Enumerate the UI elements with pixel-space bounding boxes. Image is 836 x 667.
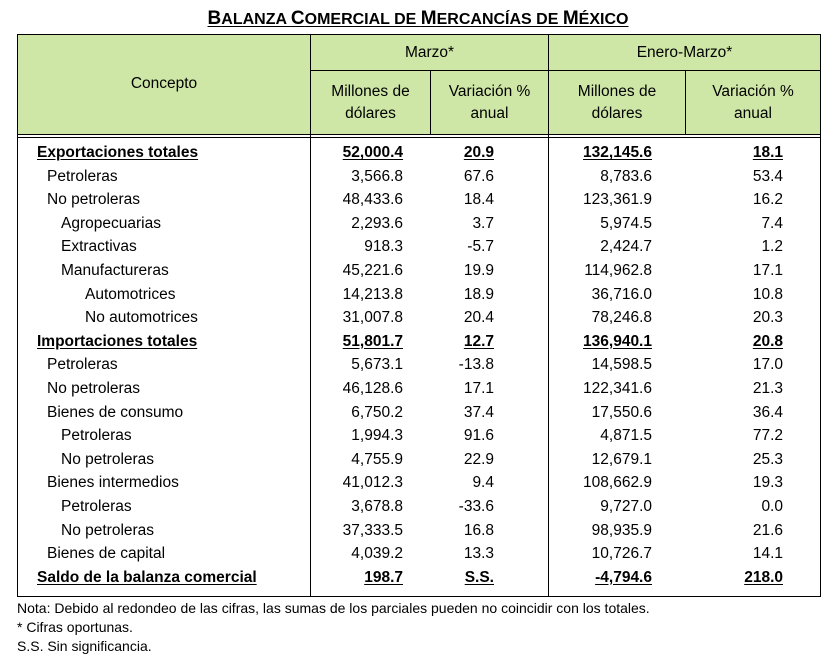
row-value-1: 51,801.7 xyxy=(342,332,403,350)
row-value-3: 9,727.0 xyxy=(600,498,652,515)
table-row xyxy=(17,188,821,212)
table-row xyxy=(17,212,821,236)
row-value-3: 14,598.5 xyxy=(591,356,652,374)
table-bottom-border xyxy=(17,596,821,597)
header-variacion-enero-marzo: Variación % anual xyxy=(685,70,821,135)
row-value-4: 16.2 xyxy=(752,191,783,209)
row-value-4: 7.4 xyxy=(761,214,783,232)
row-value-3: 136,940.1 xyxy=(583,332,652,350)
table-row xyxy=(17,259,821,283)
row-value-1: 45,221.6 xyxy=(342,262,403,279)
row-label: No petroleras xyxy=(61,450,155,468)
table-row xyxy=(17,471,821,495)
row-value-4: 36.4 xyxy=(752,403,783,421)
row-value-2: 3.7 xyxy=(472,214,494,232)
row-value-1: 37,333.5 xyxy=(342,521,403,539)
row-value-2: 18.9 xyxy=(463,285,494,303)
row-value-2: 20.9 xyxy=(463,144,494,161)
table-row xyxy=(17,519,821,543)
row-value-3: 5,974.5 xyxy=(600,214,652,232)
row-label: Automotrices xyxy=(85,285,176,303)
row-value-4: 20.8 xyxy=(752,332,783,350)
table-row xyxy=(17,401,821,425)
row-value-2: 13.3 xyxy=(463,545,494,563)
row-value-2: 20.4 xyxy=(463,309,494,327)
row-value-1: 3,678.8 xyxy=(351,498,403,515)
row-value-2: 17.1 xyxy=(463,380,494,397)
row-label: Agropecuarias xyxy=(61,214,161,232)
row-value-1: 3,566.8 xyxy=(351,167,403,185)
row-value-1: 1,994.3 xyxy=(351,427,403,445)
row-label: Manufactureras xyxy=(61,262,169,279)
header-enero-marzo: Enero-Marzo* xyxy=(548,34,821,71)
header-variacion-marzo: Variación % anual xyxy=(430,70,549,135)
row-value-4: 17.0 xyxy=(752,356,783,374)
table-row xyxy=(17,235,821,259)
row-value-3: 2,424.7 xyxy=(600,238,652,256)
row-value-2: 19.9 xyxy=(463,262,494,279)
row-value-3: 132,145.6 xyxy=(583,144,652,161)
row-value-1: 918.3 xyxy=(364,238,403,256)
header-concepto: Concepto xyxy=(17,34,311,135)
row-value-3: 36,716.0 xyxy=(591,285,652,303)
row-label: Petroleras xyxy=(61,427,132,445)
row-label: Importaciones totales xyxy=(37,332,198,350)
row-value-2: 16.8 xyxy=(463,521,494,539)
row-value-4: 21.6 xyxy=(752,521,783,539)
header-marzo: Marzo* xyxy=(310,34,549,71)
row-value-1: 4,755.9 xyxy=(351,450,403,468)
row-value-3: 122,341.6 xyxy=(583,380,652,397)
row-value-1: 48,433.6 xyxy=(342,191,403,209)
row-value-4: 53.4 xyxy=(752,167,783,185)
row-value-1: 6,750.2 xyxy=(351,403,403,421)
row-label: Petroleras xyxy=(47,167,118,185)
header-bottom-double-line xyxy=(17,137,821,138)
row-value-3: 114,962.8 xyxy=(584,262,652,279)
row-value-2: 67.6 xyxy=(463,167,494,185)
row-value-2: 18.4 xyxy=(463,191,494,209)
row-value-4: 21.3 xyxy=(752,380,783,397)
row-label: No petroleras xyxy=(61,521,155,539)
row-value-3: 98,935.9 xyxy=(591,521,652,539)
row-label: Extractivas xyxy=(61,238,137,256)
note-oportunas: * Cifras oportunas. xyxy=(17,619,133,635)
row-label: Bienes intermedios xyxy=(47,474,179,492)
table-row xyxy=(17,306,821,330)
row-value-4: 14.1 xyxy=(752,545,783,563)
row-value-3: 10,726.7 xyxy=(591,545,652,563)
row-value-1: 41,012.3 xyxy=(342,474,403,492)
row-value-1: 31,007.8 xyxy=(342,309,403,327)
row-value-1: 52,000.4 xyxy=(342,144,403,161)
table-row xyxy=(17,353,821,377)
row-label: Exportaciones totales xyxy=(37,144,199,161)
row-value-3: 78,246.8 xyxy=(591,309,652,327)
row-value-3: 108,662.9 xyxy=(583,474,652,492)
row-value-4: 17.1 xyxy=(752,262,783,279)
row-label: Petroleras xyxy=(61,498,132,515)
row-value-2: 22.9 xyxy=(463,450,494,468)
row-value-1: 46,128.6 xyxy=(342,380,403,397)
table-row xyxy=(17,542,821,566)
row-value-2: 91.6 xyxy=(463,427,494,445)
row-value-2: 12.7 xyxy=(463,332,494,350)
table-title: BALANZA COMERCIAL DE MERCANCÍAS DE MÉXICO xyxy=(207,8,629,29)
row-value-3: 123,361.9 xyxy=(583,191,652,209)
row-value-3: 8,783.6 xyxy=(600,167,652,185)
table-row xyxy=(17,283,821,307)
table-row xyxy=(17,165,821,189)
row-value-3: -4,794.6 xyxy=(595,568,652,586)
row-value-2: -33.6 xyxy=(458,498,494,515)
row-value-4: 77.2 xyxy=(752,427,783,445)
table-row xyxy=(17,377,821,401)
row-label: Saldo de la balanza comercial xyxy=(37,568,257,586)
row-value-1: 14,213.8 xyxy=(342,285,403,303)
row-value-4: 18.1 xyxy=(752,144,783,161)
row-value-4: 218.0 xyxy=(744,568,783,586)
row-value-4: 20.3 xyxy=(752,309,783,327)
row-value-2: 9.4 xyxy=(472,474,494,492)
table-row xyxy=(17,448,821,472)
row-value-4: 25.3 xyxy=(752,450,783,468)
row-value-3: 17,550.6 xyxy=(591,403,652,421)
note-rounding: Nota: Debido al redondeo de las cifras, las sumas de los parciales pueden no coincidir con los totales. xyxy=(17,600,650,616)
row-value-2: S.S. xyxy=(464,568,494,586)
row-value-2: -13.8 xyxy=(458,356,494,374)
row-label: No petroleras xyxy=(47,380,141,397)
row-value-3: 4,871.5 xyxy=(600,427,652,445)
row-label: No automotrices xyxy=(85,309,198,327)
row-value-1: 2,293.6 xyxy=(351,214,403,232)
row-label: No petroleras xyxy=(47,191,141,209)
table-notes xyxy=(17,599,650,656)
row-value-3: 12,679.1 xyxy=(591,450,652,468)
row-label: Bienes de capital xyxy=(47,545,166,563)
header-millones-marzo: Millones de dólares xyxy=(310,70,431,135)
table-row xyxy=(17,141,821,165)
row-value-2: 37.4 xyxy=(463,403,494,421)
table-row xyxy=(17,330,821,354)
row-value-4: 0.0 xyxy=(761,498,783,515)
header-millones-enero-marzo: Millones de dólares xyxy=(548,70,686,135)
table-row xyxy=(17,566,821,590)
row-value-4: 19.3 xyxy=(752,474,783,492)
row-value-2: -5.7 xyxy=(467,238,494,256)
table-row xyxy=(17,424,821,448)
row-value-1: 4,039.2 xyxy=(351,545,403,563)
row-value-1: 5,673.1 xyxy=(351,356,403,374)
row-label: Bienes de consumo xyxy=(47,403,184,421)
row-label: Petroleras xyxy=(47,356,118,374)
row-value-4: 1.2 xyxy=(761,238,783,256)
row-value-1: 198.7 xyxy=(364,568,403,586)
note-ss: S.S. Sin significancia. xyxy=(17,638,152,654)
row-value-4: 10.8 xyxy=(752,285,783,303)
table-row xyxy=(17,495,821,519)
